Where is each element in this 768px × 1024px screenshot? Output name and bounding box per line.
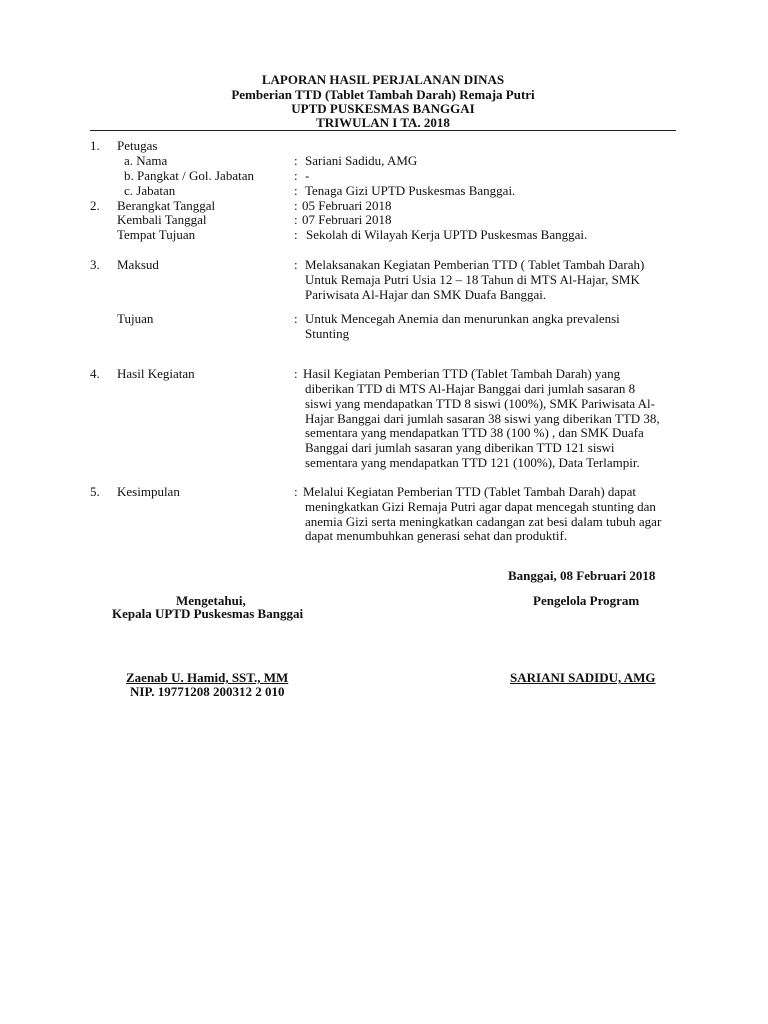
item-nama-label: a. Nama	[124, 153, 168, 168]
kepala-nip: NIP. 19771208 200312 2 010	[130, 684, 285, 699]
place-date: Banggai, 08 Februari 2018	[508, 568, 656, 583]
hasil-line: diberikan TTD di MTS Al-Hajar Banggai dari jumlah sasaran 8	[305, 381, 636, 396]
kesimpulan-line: Melalui Kegiatan Pemberian TTD (Tablet Tambah Darah) dapat	[303, 484, 637, 499]
section-4-number: 4.	[90, 366, 100, 381]
report-period: TRIWULAN I TA. 2018	[316, 115, 450, 130]
colon: :	[294, 183, 298, 198]
item-jabatan-label: c. Jabatan	[124, 183, 176, 198]
hasil-line: siswi yang mendapatkan TTD 8 siswi (100%), SMK Pariwisata Al-	[305, 396, 655, 411]
colon: :	[294, 227, 298, 242]
kesimpulan-line: anemia Gizi serta meningkatkan cadangan zat besi dalam tubuh agar	[305, 514, 662, 529]
hasil-kegiatan-label: Hasil Kegiatan	[117, 366, 195, 381]
kesimpulan-label: Kesimpulan	[117, 484, 180, 499]
tempat-tujuan-value: Sekolah di Wilayah Kerja UPTD Puskesmas Banggai.	[306, 227, 588, 242]
colon: :	[294, 153, 298, 168]
hasil-line: Banggai dari jumlah sasaran yang diberikan TTD 121 siswi	[305, 440, 615, 455]
tujuan-line: Untuk Mencegah Anemia dan menurunkan angka prevalensi	[305, 311, 620, 326]
kembali-label: Kembali Tanggal	[117, 212, 207, 227]
pengelola-name: SARIANI SADIDU, AMG	[510, 670, 656, 685]
report-unit: UPTD PUSKESMAS BANGGAI	[291, 101, 475, 116]
section-1-number: 1.	[90, 138, 100, 153]
tujuan-line: Stunting	[305, 326, 350, 341]
item-jabatan-value: Tenaga Gizi UPTD Puskesmas Banggai.	[305, 183, 516, 198]
section-2-number: 2.	[90, 198, 100, 213]
section-3-number: 3.	[90, 257, 100, 272]
kembali-value: 07 Februari 2018	[302, 212, 392, 227]
hasil-line: sementara yang mendapatkan TTD 38 (100 %) , dan SMK Duafa	[305, 425, 644, 440]
mengetahui-label: Mengetahui,	[176, 593, 246, 608]
hasil-line: Hajar Banggai dari jumlah sasaran 38 siswi yang diberikan TTD 38,	[305, 411, 660, 426]
colon: :	[294, 366, 298, 381]
item-nama-value: Sariani Sadidu, AMG	[305, 153, 418, 168]
maksud-line: Untuk Remaja Putri Usia 12 – 18 Tahun di MTS Al-Hajar, SMK	[305, 272, 640, 287]
kesimpulan-line: dapat menumbuhkan generasi sehat dan produktif.	[305, 528, 568, 543]
colon: :	[294, 168, 298, 183]
maksud-label: Maksud	[117, 257, 159, 272]
colon: :	[294, 484, 298, 499]
maksud-line: Melaksanakan Kegiatan Pemberian TTD ( Tablet Tambah Darah)	[305, 257, 645, 272]
header-divider	[90, 130, 676, 131]
kepala-title: Kepala UPTD Puskesmas Banggai	[112, 606, 304, 621]
report-subtitle: Pemberian TTD (Tablet Tambah Darah) Remaja Putri	[231, 87, 535, 102]
pengelola-title: Pengelola Program	[533, 593, 640, 608]
tujuan-label: Tujuan	[117, 311, 154, 326]
item-pangkat-value: -	[305, 168, 310, 183]
colon: :	[294, 257, 298, 272]
berangkat-label: Berangkat Tanggal	[117, 198, 216, 213]
berangkat-value: 05 Februari 2018	[302, 198, 392, 213]
colon: :	[294, 198, 298, 213]
report-title: LAPORAN HASIL PERJALANAN DINAS	[261, 72, 505, 87]
colon: :	[294, 311, 298, 326]
item-pangkat-label: b. Pangkat / Gol. Jabatan	[124, 168, 254, 183]
colon: :	[294, 212, 298, 227]
kesimpulan-line: meningkatkan Gizi Remaja Putri agar dapat mencegah stunting dan	[305, 499, 656, 514]
tempat-tujuan-label: Tempat Tujuan	[117, 227, 196, 242]
section-5-number: 5.	[90, 484, 100, 499]
hasil-line: Hasil Kegiatan Pemberian TTD (Tablet Tambah Darah) yang	[303, 366, 621, 381]
section-1-label: Petugas	[117, 138, 158, 153]
kepala-name: Zaenab U. Hamid, SST., MM	[126, 670, 289, 685]
maksud-line: Pariwisata Al-Hajar dan SMK Duafa Banggai.	[305, 287, 547, 302]
hasil-line: sementara yang mendapatkan TTD 121 (100%), Data Terlampir.	[305, 455, 640, 470]
